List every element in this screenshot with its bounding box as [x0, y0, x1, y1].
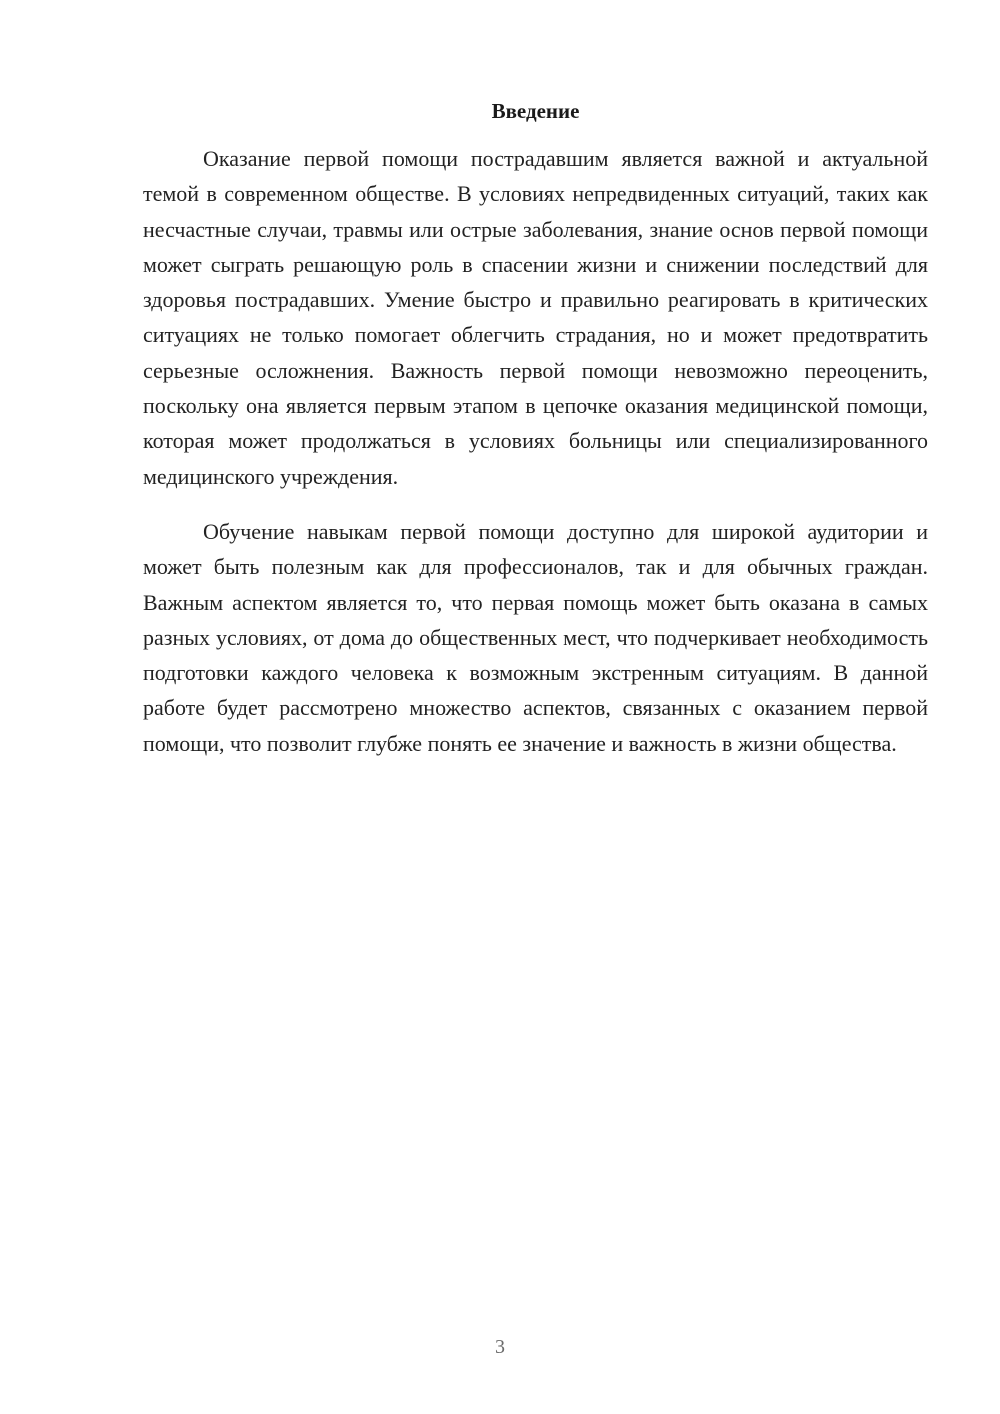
paragraph-2: Обучение навыкам первой помощи доступно для широкой аудитории и может быть полезным как для профессионалов, так и для обычных граждан. Важным аспектом является то, что первая помощь может быть оказана в самых разных условиях, от дома до общественных мест, что подчеркивает необходимость подготовки каждого человека к возможным экстренным ситуациям. В данной работе будет рассмотрено множество аспектов, связанных с оказанием первой помощи, что позволит глубже понять ее значение и важность в жизни общества.: [143, 518, 928, 756]
paragraph-1: Оказание первой помощи пострадавшим является важной и актуальной темой в современном обществе. В условиях непредвиденных ситуаций, таких как несчастные случаи, травмы или острые заболевания, знание основ первой помощи может сыграть решающую роль в спасении жизни и снижении последствий для здоровья пострадавших. Умение быстро и правильно реагировать в критических ситуациях не только помогает облегчить страдания, но и может предотвратить серьезные осложнения. Важность первой помощи невозможно переоценить, поскольку она является первым этапом в цепочке оказания медицинской помощи, которая может продолжаться в условиях больницы или специализированного медицинского учреждения.: [143, 146, 928, 489]
page-content: [143, 93, 928, 761]
section-title: Введение: [491, 99, 580, 123]
page-number: 3: [495, 1336, 505, 1358]
